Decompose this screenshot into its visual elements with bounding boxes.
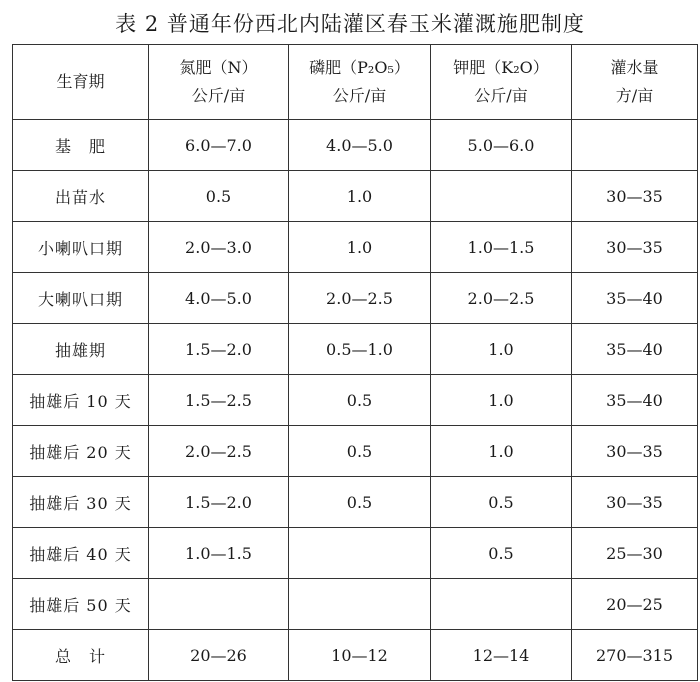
cell-phosphorus: 10—12: [289, 630, 431, 681]
table-row: [13, 426, 698, 477]
header-potassium: [431, 45, 572, 120]
table-title: 表 2 普通年份西北内陆灌区春玉米灌溉施肥制度: [115, 12, 585, 36]
cell-nitrogen: 1.0—1.5: [149, 528, 289, 579]
cell-potassium: 1.0: [431, 375, 572, 426]
cell-potassium: [431, 579, 572, 630]
cell-water: 30—35: [572, 477, 698, 528]
table-row: [13, 324, 698, 375]
header-nitrogen-unit: 公斤/亩: [191, 86, 246, 105]
cell-nitrogen: 4.0—5.0: [149, 273, 289, 324]
cell-stage: 抽雄后 10 天: [13, 375, 149, 426]
table-total-row: [13, 630, 698, 681]
header-stage: [13, 45, 149, 120]
cell-water: 25—30: [572, 528, 698, 579]
cell-stage: 抽雄期: [13, 324, 149, 375]
cell-nitrogen: 1.5—2.0: [149, 324, 289, 375]
cell-stage: 小喇叭口期: [13, 222, 149, 273]
header-potassium-label: 钾肥（K₂O）: [453, 58, 549, 77]
table-row: [13, 222, 698, 273]
cell-stage: 出苗水: [13, 171, 149, 222]
cell-phosphorus: 2.0—2.5: [289, 273, 431, 324]
header-potassium-unit: 公斤/亩: [474, 86, 528, 105]
header-water-unit: 方/亩: [615, 86, 654, 105]
cell-nitrogen: [149, 579, 289, 630]
header-nitrogen: [149, 45, 289, 120]
table-row: [13, 171, 698, 222]
cell-potassium: 2.0—2.5: [431, 273, 572, 324]
cell-potassium: 5.0—6.0: [431, 120, 572, 171]
cell-nitrogen: 2.0—2.5: [149, 426, 289, 477]
cell-water: 35—40: [572, 273, 698, 324]
cell-potassium: 1.0: [431, 426, 572, 477]
table-header-row: [13, 45, 698, 120]
table-row: [13, 120, 698, 171]
table-row: [13, 477, 698, 528]
cell-potassium: 0.5: [431, 477, 572, 528]
cell-potassium: [431, 171, 572, 222]
cell-stage: 总 计: [13, 630, 149, 681]
header-phosphorus-label: 磷肥（P₂O₅）: [309, 58, 410, 77]
header-stage-label: 生育期: [56, 72, 105, 91]
cell-water: 270—315: [572, 630, 698, 681]
fertigation-table: [12, 44, 698, 681]
cell-nitrogen: 1.5—2.5: [149, 375, 289, 426]
cell-potassium: 12—14: [431, 630, 572, 681]
cell-potassium: 1.0: [431, 324, 572, 375]
cell-phosphorus: 0.5: [289, 426, 431, 477]
cell-nitrogen: 20—26: [149, 630, 289, 681]
header-water-label: 灌水量: [610, 58, 659, 77]
header-water: [572, 45, 698, 120]
cell-nitrogen: 1.5—2.0: [149, 477, 289, 528]
cell-phosphorus: 1.0: [289, 171, 431, 222]
table-row: [13, 528, 698, 579]
cell-nitrogen: 6.0—7.0: [149, 120, 289, 171]
cell-stage: 大喇叭口期: [13, 273, 149, 324]
table-row: [13, 579, 698, 630]
cell-potassium: 0.5: [431, 528, 572, 579]
cell-phosphorus: 0.5: [289, 477, 431, 528]
cell-water: 30—35: [572, 222, 698, 273]
cell-water: 20—25: [572, 579, 698, 630]
cell-nitrogen: 0.5: [149, 171, 289, 222]
cell-phosphorus: [289, 528, 431, 579]
header-nitrogen-label: 氮肥（N）: [179, 58, 258, 77]
cell-water: 30—35: [572, 426, 698, 477]
cell-stage: 抽雄后 40 天: [13, 528, 149, 579]
cell-potassium: 1.0—1.5: [431, 222, 572, 273]
cell-nitrogen: 2.0—3.0: [149, 222, 289, 273]
header-phosphorus-unit: 公斤/亩: [332, 86, 387, 105]
cell-phosphorus: 0.5—1.0: [289, 324, 431, 375]
cell-stage: 抽雄后 50 天: [13, 579, 149, 630]
cell-phosphorus: 1.0: [289, 222, 431, 273]
cell-water: 30—35: [572, 171, 698, 222]
cell-water: [572, 120, 698, 171]
header-phosphorus: [289, 45, 431, 120]
cell-stage: 基 肥: [13, 120, 149, 171]
table-row: [13, 375, 698, 426]
cell-water: 35—40: [572, 375, 698, 426]
cell-stage: 抽雄后 30 天: [13, 477, 149, 528]
cell-phosphorus: 4.0—5.0: [289, 120, 431, 171]
cell-stage: 抽雄后 20 天: [13, 426, 149, 477]
cell-phosphorus: 0.5: [289, 375, 431, 426]
cell-phosphorus: [289, 579, 431, 630]
cell-water: 35—40: [572, 324, 698, 375]
table-row: [13, 273, 698, 324]
